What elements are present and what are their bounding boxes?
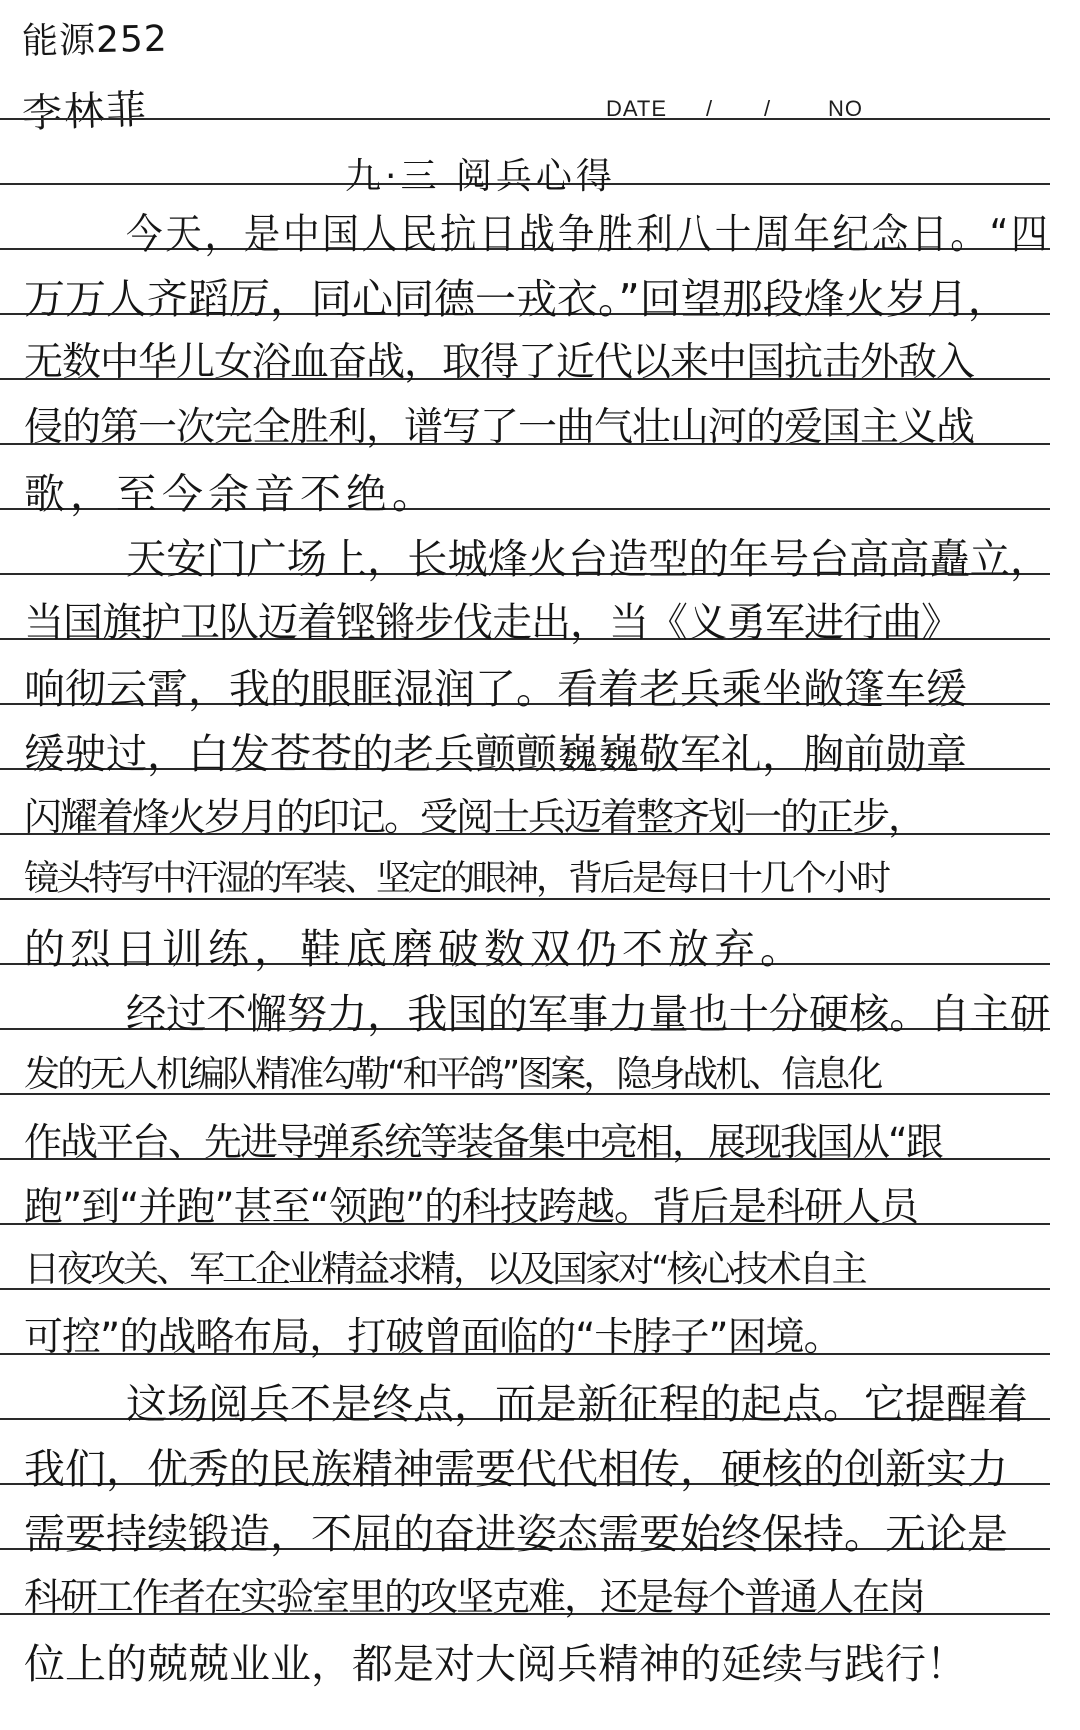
text-line: 需要持续锻造，不屈的奋进姿态需要始终保持。无论是 — [24, 1510, 1008, 1558]
text-line: 当国旗护卫队迈着铿锵步伐走出，当《义勇军进行曲》 — [24, 600, 960, 646]
text-line: 可控”的战略布局，打破曾面临的“卡脖子”困境。 — [24, 1315, 842, 1360]
text-line: 无数中华儿女浴血奋战，取得了近代以来中国抗击外敌入 — [24, 340, 975, 385]
text-line: 响彻云霄，我的眼眶湿润了。看着老兵乘坐敞篷车缓 — [24, 665, 967, 713]
text-line: 作战平台、先进导弹系统等装备集中亮相，展现我国从“跟 — [24, 1120, 942, 1164]
number-label: NO — [828, 96, 863, 121]
text-line: 侵的第一次完全胜利，谱写了一曲气壮山河的爱国主义战 — [24, 405, 975, 450]
page-title: 九·三 阅兵心得 — [345, 156, 616, 197]
text-line: 日夜攻关、军工企业精益求精，以及国家对“核心技术自主 — [24, 1249, 865, 1290]
ruled-line — [0, 118, 1050, 120]
text-line: 这场阅兵不是终点，而是新征程的起点。它提醒着 — [126, 1380, 1028, 1428]
text-line: 万万人齐蹈厉，同心同德一戎衣。”回望那段烽火岁月， — [24, 275, 1009, 323]
date-label: DATE — [606, 96, 668, 121]
date-separator: / — [706, 96, 714, 121]
text-line: 天安门广场上，长城烽火台造型的年号台高高矗立， — [126, 535, 1051, 583]
author-name: 李林菲 — [21, 86, 149, 138]
text-line: 的烈日训练，鞋底磨破数双仍不放弃。 — [24, 925, 806, 973]
text-line: 发的无人机编队精准勾勒“和平鸽”图案，隐身战机、信息化 — [24, 1054, 881, 1095]
text-line: 科研工作者在实验室里的攻坚克难，还是每个普通人在岗 — [24, 1575, 925, 1619]
text-line: 今天，是中国人民抗日战争胜利八十周年纪念日。“四 — [126, 210, 1051, 258]
text-line: 经过不懈努力，我国的军事力量也十分硬核。自主研 — [126, 990, 1051, 1038]
class-name: 能源252 — [21, 18, 169, 63]
text-line: 闪耀着烽火岁月的印记。受阅士兵迈着整齐划一的正步， — [24, 795, 925, 839]
text-line: 歌，至今余音不绝。 — [24, 470, 438, 518]
text-line: 镜头特写中汗湿的军装、坚定的眼神，背后是每日十几个小时 — [24, 859, 889, 899]
text-line: 缓驶过，白发苍苍的老兵颤颤巍巍敬军礼，胸前勋章 — [24, 730, 967, 778]
text-line: 位上的兢兢业业，都是对大阅兵精神的延续与践行！ — [24, 1640, 967, 1688]
date-separator: / — [764, 96, 772, 121]
text-line: 我们，优秀的民族精神需要代代相传，硬核的创新实力 — [24, 1445, 1008, 1493]
text-line: 跑”到“并跑”甚至“领跑”的科技跨越。背后是科研人员 — [24, 1185, 919, 1230]
